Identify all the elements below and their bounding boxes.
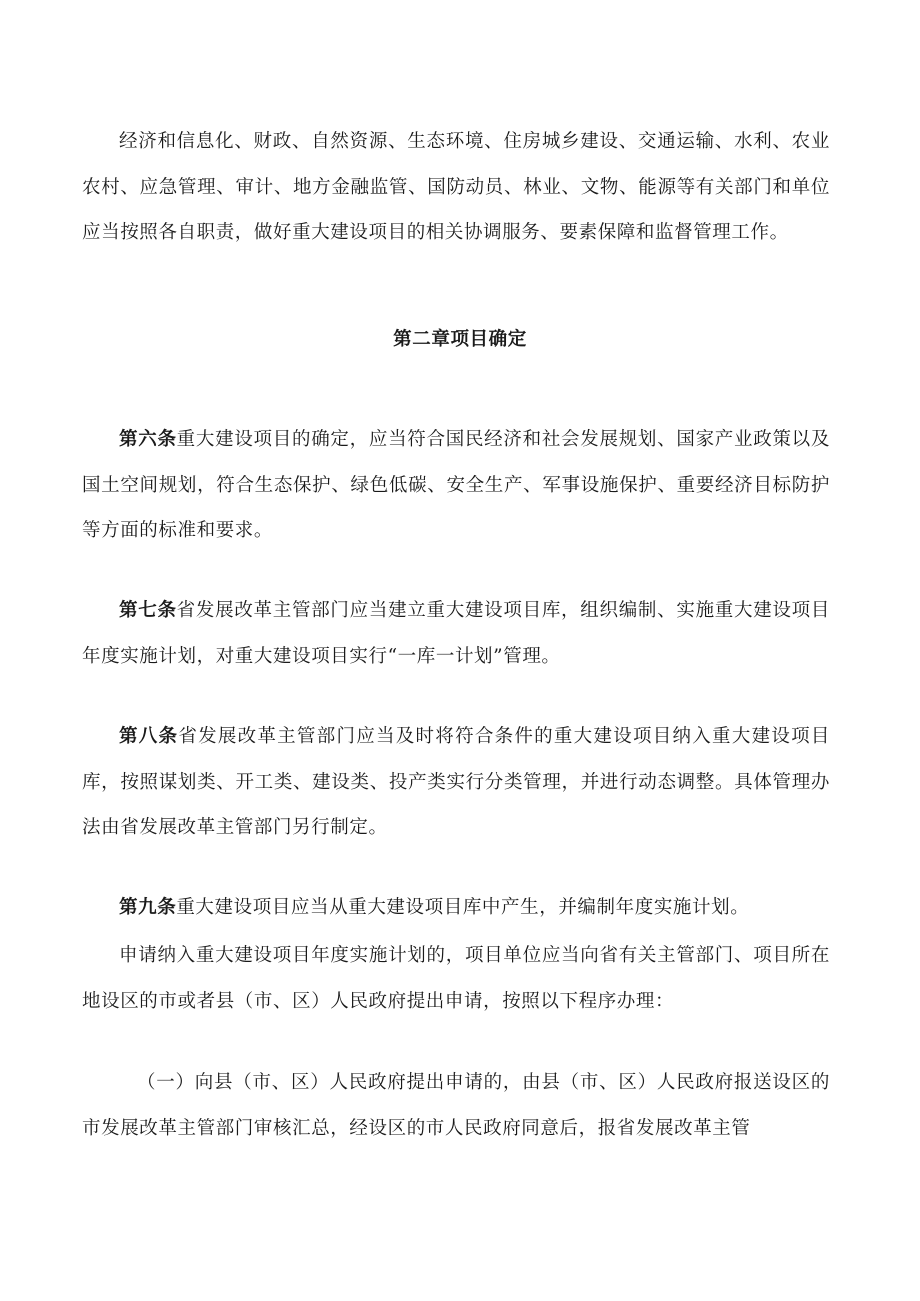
article-number: 第七条	[119, 600, 177, 621]
article-text: 省发展改革主管部门应当及时将符合条件的重大建设项目纳入重大建设项目库，按照谋划类、开工类、建设类、投产类实行分类管理，并进行动态调整。具体管理办法由省发展改革主管部门另行制定。	[82, 726, 830, 838]
article-9-paragraph-2	[82, 933, 830, 1024]
article-number: 第六条	[119, 429, 177, 450]
article-number: 第九条	[119, 897, 177, 918]
article-text: 省发展改革主管部门应当建立重大建设项目库，组织编制、实施重大建设项目年度实施计划，对重大建设项目实行“一库一计划”管理。	[82, 600, 830, 667]
list-item-1	[82, 1060, 830, 1151]
article-6	[82, 417, 830, 554]
paragraph-text: 申请纳入重大建设项目年度实施计划的，项目单位应当向省有关主管部门、项目所在地设区的市或者县（市、区）人民政府提出申请，按照以下程序办理：	[82, 945, 830, 1012]
article-text: 重大建设项目的确定，应当符合国民经济和社会发展规划、国家产业政策以及国土空间规划，符合生态保护、绿色低碳、安全生产、军事设施保护、重要经济目标防护等方面的标准和要求。	[82, 429, 830, 541]
article-text: 重大建设项目应当从重大建设项目库中产生，并编制年度实施计划。	[176, 897, 750, 918]
article-number: 第八条	[119, 726, 179, 747]
article-9	[82, 885, 830, 931]
article-8	[82, 714, 830, 851]
chapter-title: 第二章项目确定	[393, 329, 527, 350]
paragraph-text: 经济和信息化、财政、自然资源、生态环境、住房城乡建设、交通运输、水利、农业农村、应急管理、审计、地方金融监管、国防动员、林业、文物、能源等有关部门和单位应当按照各自职责，做好重大建设项目的相关协调服务、要素保障和监督管理工作。	[82, 131, 830, 243]
paragraph-continued	[82, 119, 830, 256]
article-7	[82, 588, 830, 679]
paragraph-text: （一）向县（市、区）人民政府提出申请的，由县（市、区）人民政府报送设区的市发展改革主管部门审核汇总，经设区的市人民政府同意后，报省发展改革主管	[82, 1072, 830, 1139]
